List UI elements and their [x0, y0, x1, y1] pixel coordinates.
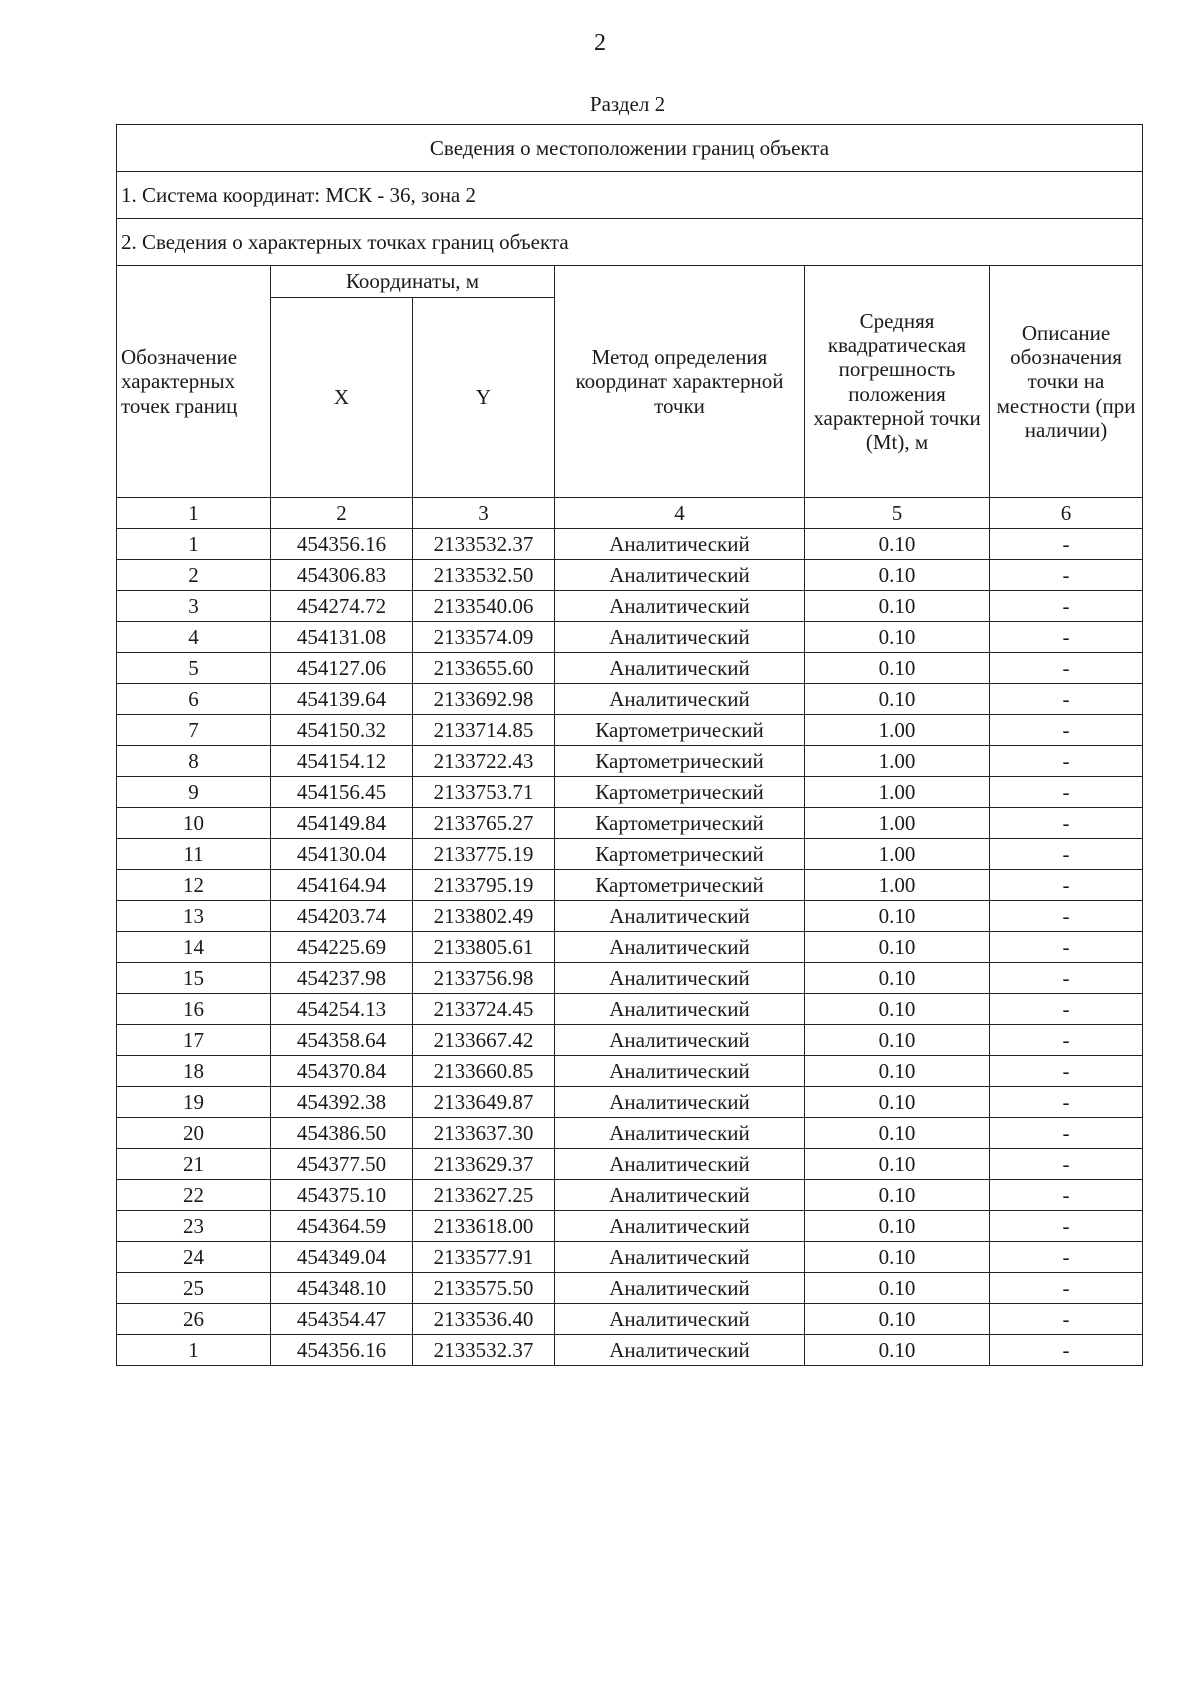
error-cell: 0.10	[805, 591, 990, 622]
x-cell: 454306.83	[271, 560, 413, 591]
error-cell: 0.10	[805, 653, 990, 684]
table-row	[117, 1118, 1143, 1149]
points-heading-row	[117, 219, 1143, 266]
table-row	[117, 963, 1143, 994]
x-cell: 454348.10	[271, 1273, 413, 1304]
method-cell: Аналитический	[555, 529, 805, 560]
point-id-cell: 17	[117, 1025, 271, 1056]
table-row	[117, 1304, 1143, 1335]
table-row	[117, 777, 1143, 808]
y-cell: 2133724.45	[413, 994, 555, 1025]
header-coordinates: Координаты, м	[271, 266, 555, 298]
method-cell: Аналитический	[555, 1149, 805, 1180]
error-cell: 0.10	[805, 932, 990, 963]
y-cell: 2133649.87	[413, 1087, 555, 1118]
method-cell: Аналитический	[555, 994, 805, 1025]
boundary-points-table	[116, 124, 1143, 1366]
y-cell: 2133577.91	[413, 1242, 555, 1273]
y-cell: 2133536.40	[413, 1304, 555, 1335]
error-cell: 0.10	[805, 1242, 990, 1273]
error-cell: 1.00	[805, 839, 990, 870]
y-cell: 2133805.61	[413, 932, 555, 963]
table-row	[117, 901, 1143, 932]
y-cell: 2133574.09	[413, 622, 555, 653]
table-row	[117, 560, 1143, 591]
method-cell: Аналитический	[555, 1056, 805, 1087]
x-cell: 454150.32	[271, 715, 413, 746]
table-row	[117, 839, 1143, 870]
description-cell: -	[990, 1180, 1143, 1211]
y-cell: 2133714.85	[413, 715, 555, 746]
point-id-cell: 26	[117, 1304, 271, 1335]
y-cell: 2133532.37	[413, 529, 555, 560]
x-cell: 454386.50	[271, 1118, 413, 1149]
header-error: Средняя квадратическая погрешность положения характерной точки (Mt), м	[805, 266, 990, 498]
description-cell: -	[990, 1056, 1143, 1087]
y-cell: 2133532.50	[413, 560, 555, 591]
method-cell: Аналитический	[555, 1118, 805, 1149]
description-cell: -	[990, 870, 1143, 901]
method-cell: Картометрический	[555, 746, 805, 777]
x-cell: 454130.04	[271, 839, 413, 870]
point-id-cell: 13	[117, 901, 271, 932]
x-cell: 454149.84	[271, 808, 413, 839]
y-cell: 2133629.37	[413, 1149, 555, 1180]
table-row	[117, 932, 1143, 963]
error-cell: 0.10	[805, 684, 990, 715]
point-id-cell: 15	[117, 963, 271, 994]
point-id-cell: 5	[117, 653, 271, 684]
error-cell: 0.10	[805, 963, 990, 994]
y-cell: 2133692.98	[413, 684, 555, 715]
error-cell: 1.00	[805, 808, 990, 839]
y-cell: 2133655.60	[413, 653, 555, 684]
point-id-cell: 24	[117, 1242, 271, 1273]
description-cell: -	[990, 1273, 1143, 1304]
method-cell: Аналитический	[555, 622, 805, 653]
table-row	[117, 529, 1143, 560]
table-row	[117, 870, 1143, 901]
points-heading: 2. Сведения о характерных точках границ объекта	[117, 219, 1143, 266]
column-number: 6	[990, 498, 1143, 529]
method-cell: Аналитический	[555, 1273, 805, 1304]
x-cell: 454237.98	[271, 963, 413, 994]
table-row	[117, 1273, 1143, 1304]
description-cell: -	[990, 1118, 1143, 1149]
point-id-cell: 9	[117, 777, 271, 808]
error-cell: 0.10	[805, 1087, 990, 1118]
description-cell: -	[990, 1304, 1143, 1335]
method-cell: Картометрический	[555, 777, 805, 808]
column-number: 5	[805, 498, 990, 529]
table-row	[117, 994, 1143, 1025]
x-cell: 454377.50	[271, 1149, 413, 1180]
table-row	[117, 1087, 1143, 1118]
method-cell: Аналитический	[555, 1025, 805, 1056]
x-cell: 454139.64	[271, 684, 413, 715]
description-cell: -	[990, 1211, 1143, 1242]
y-cell: 2133660.85	[413, 1056, 555, 1087]
method-cell: Аналитический	[555, 684, 805, 715]
header-row-top	[117, 266, 1143, 298]
description-cell: -	[990, 994, 1143, 1025]
section-title: Раздел 2	[589, 92, 666, 116]
column-number-row	[117, 498, 1143, 529]
y-cell: 2133775.19	[413, 839, 555, 870]
point-id-cell: 1	[117, 1335, 271, 1366]
y-cell: 2133532.37	[413, 1335, 555, 1366]
method-cell: Картометрический	[555, 839, 805, 870]
description-cell: -	[990, 684, 1143, 715]
y-cell: 2133802.49	[413, 901, 555, 932]
description-cell: -	[990, 1149, 1143, 1180]
method-cell: Аналитический	[555, 591, 805, 622]
point-id-cell: 23	[117, 1211, 271, 1242]
method-cell: Картометрический	[555, 715, 805, 746]
x-cell: 454349.04	[271, 1242, 413, 1273]
method-cell: Аналитический	[555, 963, 805, 994]
y-cell: 2133765.27	[413, 808, 555, 839]
table-row	[117, 715, 1143, 746]
method-cell: Аналитический	[555, 1335, 805, 1366]
header-x: X	[271, 298, 413, 498]
description-cell: -	[990, 1087, 1143, 1118]
point-id-cell: 14	[117, 932, 271, 963]
error-cell: 1.00	[805, 746, 990, 777]
x-cell: 454131.08	[271, 622, 413, 653]
description-cell: -	[990, 1335, 1143, 1366]
table-title: Сведения о местоположении границ объекта	[117, 125, 1143, 172]
x-cell: 454203.74	[271, 901, 413, 932]
point-id-cell: 4	[117, 622, 271, 653]
y-cell: 2133637.30	[413, 1118, 555, 1149]
coordinate-system: 1. Система координат: МСК - 36, зона 2	[117, 172, 1143, 219]
description-cell: -	[990, 777, 1143, 808]
point-id-cell: 20	[117, 1118, 271, 1149]
x-cell: 454354.47	[271, 1304, 413, 1335]
y-cell: 2133627.25	[413, 1180, 555, 1211]
table-row	[117, 1149, 1143, 1180]
x-cell: 454375.10	[271, 1180, 413, 1211]
x-cell: 454254.13	[271, 994, 413, 1025]
y-cell: 2133722.43	[413, 746, 555, 777]
table-row	[117, 808, 1143, 839]
table-row	[117, 591, 1143, 622]
y-cell: 2133753.71	[413, 777, 555, 808]
column-number: 2	[271, 498, 413, 529]
point-id-cell: 7	[117, 715, 271, 746]
description-cell: -	[990, 653, 1143, 684]
description-cell: -	[990, 963, 1143, 994]
y-cell: 2133756.98	[413, 963, 555, 994]
description-cell: -	[990, 715, 1143, 746]
table-row	[117, 1242, 1143, 1273]
x-cell: 454356.16	[271, 1335, 413, 1366]
y-cell: 2133540.06	[413, 591, 555, 622]
point-id-cell: 12	[117, 870, 271, 901]
table-row	[117, 622, 1143, 653]
table-title-row	[117, 125, 1143, 172]
header-method: Метод определения координат характерной точки	[555, 266, 805, 498]
error-cell: 0.10	[805, 901, 990, 932]
x-cell: 454154.12	[271, 746, 413, 777]
header-y: Y	[413, 298, 555, 498]
x-cell: 454364.59	[271, 1211, 413, 1242]
coordinate-system-row	[117, 172, 1143, 219]
method-cell: Аналитический	[555, 560, 805, 591]
point-id-cell: 2	[117, 560, 271, 591]
x-cell: 454358.64	[271, 1025, 413, 1056]
x-cell: 454156.45	[271, 777, 413, 808]
error-cell: 1.00	[805, 715, 990, 746]
page-number: 2	[594, 30, 606, 56]
error-cell: 0.10	[805, 1118, 990, 1149]
point-id-cell: 8	[117, 746, 271, 777]
column-number: 4	[555, 498, 805, 529]
table-row	[117, 1025, 1143, 1056]
method-cell: Аналитический	[555, 901, 805, 932]
method-cell: Картометрический	[555, 808, 805, 839]
description-cell: -	[990, 839, 1143, 870]
error-cell: 0.10	[805, 1273, 990, 1304]
description-cell: -	[990, 1242, 1143, 1273]
point-id-cell: 21	[117, 1149, 271, 1180]
description-cell: -	[990, 746, 1143, 777]
point-id-cell: 19	[117, 1087, 271, 1118]
description-cell: -	[990, 560, 1143, 591]
point-id-cell: 3	[117, 591, 271, 622]
y-cell: 2133575.50	[413, 1273, 555, 1304]
x-cell: 454164.94	[271, 870, 413, 901]
method-cell: Аналитический	[555, 1242, 805, 1273]
point-id-cell: 11	[117, 839, 271, 870]
table-row	[117, 746, 1143, 777]
y-cell: 2133667.42	[413, 1025, 555, 1056]
description-cell: -	[990, 901, 1143, 932]
point-id-cell: 10	[117, 808, 271, 839]
table-row	[117, 1180, 1143, 1211]
table-row	[117, 1056, 1143, 1087]
table-row	[117, 684, 1143, 715]
column-number: 1	[117, 498, 271, 529]
x-cell: 454127.06	[271, 653, 413, 684]
error-cell: 0.10	[805, 560, 990, 591]
x-cell: 454370.84	[271, 1056, 413, 1087]
description-cell: -	[990, 808, 1143, 839]
method-cell: Аналитический	[555, 653, 805, 684]
method-cell: Аналитический	[555, 1304, 805, 1335]
point-id-cell: 18	[117, 1056, 271, 1087]
error-cell: 0.10	[805, 994, 990, 1025]
x-cell: 454356.16	[271, 529, 413, 560]
y-cell: 2133795.19	[413, 870, 555, 901]
method-cell: Картометрический	[555, 870, 805, 901]
method-cell: Аналитический	[555, 1087, 805, 1118]
error-cell: 0.10	[805, 1180, 990, 1211]
point-id-cell: 22	[117, 1180, 271, 1211]
error-cell: 0.10	[805, 1335, 990, 1366]
description-cell: -	[990, 1025, 1143, 1056]
error-cell: 0.10	[805, 622, 990, 653]
error-cell: 0.10	[805, 1211, 990, 1242]
table-row	[117, 1211, 1143, 1242]
x-cell: 454392.38	[271, 1087, 413, 1118]
error-cell: 0.10	[805, 1304, 990, 1335]
description-cell: -	[990, 529, 1143, 560]
description-cell: -	[990, 591, 1143, 622]
method-cell: Аналитический	[555, 1180, 805, 1211]
error-cell: 1.00	[805, 777, 990, 808]
column-number: 3	[413, 498, 555, 529]
error-cell: 0.10	[805, 529, 990, 560]
description-cell: -	[990, 622, 1143, 653]
method-cell: Аналитический	[555, 932, 805, 963]
point-id-cell: 25	[117, 1273, 271, 1304]
table-row	[117, 1335, 1143, 1366]
table-row	[117, 653, 1143, 684]
y-cell: 2133618.00	[413, 1211, 555, 1242]
description-cell: -	[990, 932, 1143, 963]
point-id-cell: 1	[117, 529, 271, 560]
error-cell: 0.10	[805, 1149, 990, 1180]
error-cell: 0.10	[805, 1025, 990, 1056]
x-cell: 454225.69	[271, 932, 413, 963]
x-cell: 454274.72	[271, 591, 413, 622]
error-cell: 1.00	[805, 870, 990, 901]
point-id-cell: 16	[117, 994, 271, 1025]
point-id-cell: 6	[117, 684, 271, 715]
error-cell: 0.10	[805, 1056, 990, 1087]
header-description: Описание обозначения точки на местности (при наличии)	[990, 266, 1143, 498]
header-designation: Обозначение характерных точек границ	[117, 266, 271, 498]
method-cell: Аналитический	[555, 1211, 805, 1242]
